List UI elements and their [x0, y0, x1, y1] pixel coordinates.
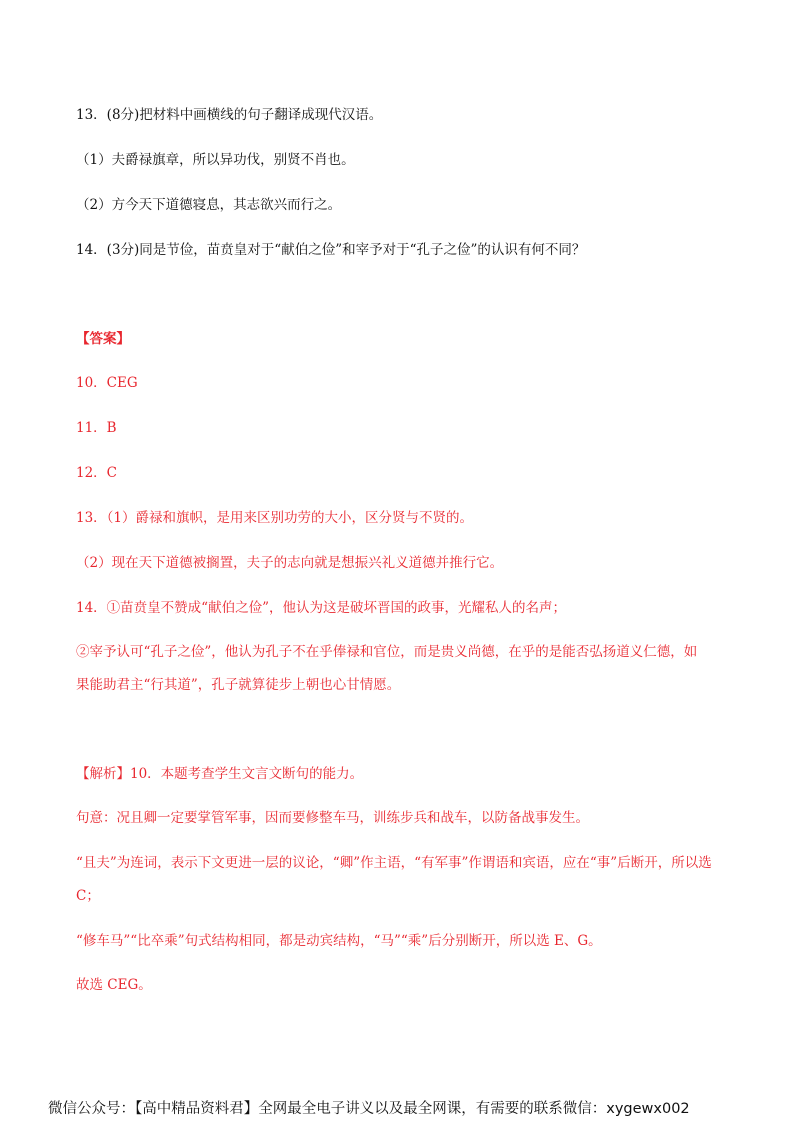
- answer-14-line-1: 14．①苗贲皇不赞成“献伯之俭”，他认为这是破坏晋国的政事，光耀私人的名声；: [76, 600, 566, 616]
- answer-13-part-1: 13．（1）爵禄和旗帜，是用来区别功劳的大小，区分贤与不贤的。: [76, 510, 474, 526]
- answer-label: 【答案】: [76, 331, 130, 347]
- analysis-line-5: “修车马”“比卒乘”句式结构相同，都是动宾结构，“马”“乘”后分别断开，所以选 E、G。: [76, 933, 602, 949]
- analysis-line-4: C；: [76, 888, 100, 904]
- question-13-part-1: （1）夫爵禄旗章，所以异功伐，别贤不肖也。: [76, 152, 355, 168]
- question-14: 14．(3分)同是节俭，苗贲皇对于“献伯之俭”和宰予对于“孔子之俭”的认识有何不同？: [76, 242, 586, 258]
- answer-11: 11．B: [76, 420, 117, 436]
- analysis-line-6: 故选 CEG。: [76, 977, 152, 993]
- footer-promo-text: 微信公众号：【高中精品资料君】全网最全电子讲义以及最全网课，有需要的联系微信：xygewx002: [48, 1101, 690, 1117]
- analysis-line-2: 句意：况且卿一定要掌管军事，因而要修整车马，训练步兵和战车，以防备战事发生。: [76, 810, 589, 826]
- answer-12: 12．C: [76, 465, 118, 481]
- answer-14-line-2: ②宰予认可“孔子之俭”，他认为孔子不在乎俸禄和官位，而是贵义尚德，在乎的是能否弘扬道义仁德，如: [76, 644, 698, 660]
- analysis-line-1: 【解析】10．本题考查学生文言文断句的能力。: [76, 766, 364, 782]
- answer-10: 10．CEG: [76, 375, 138, 391]
- answer-14-line-3: 果能助君主“行其道”，孔子就算徒步上朝也心甘情愿。: [76, 677, 401, 693]
- analysis-line-3: “且夫”为连词，表示下文更进一层的议论，“卿”作主语，“有军事”作谓语和宾语，应在“事”后断开，所以选: [76, 855, 712, 871]
- answer-13-part-2: （2）现在天下道德被搁置，夫子的志向就是想振兴礼义道德并推行它。: [76, 555, 504, 571]
- question-13-part-2: （2）方今天下道德寝息，其志欲兴而行之。: [76, 197, 342, 213]
- question-13: 13．(8分)把材料中画横线的句子翻译成现代汉语。: [76, 107, 383, 123]
